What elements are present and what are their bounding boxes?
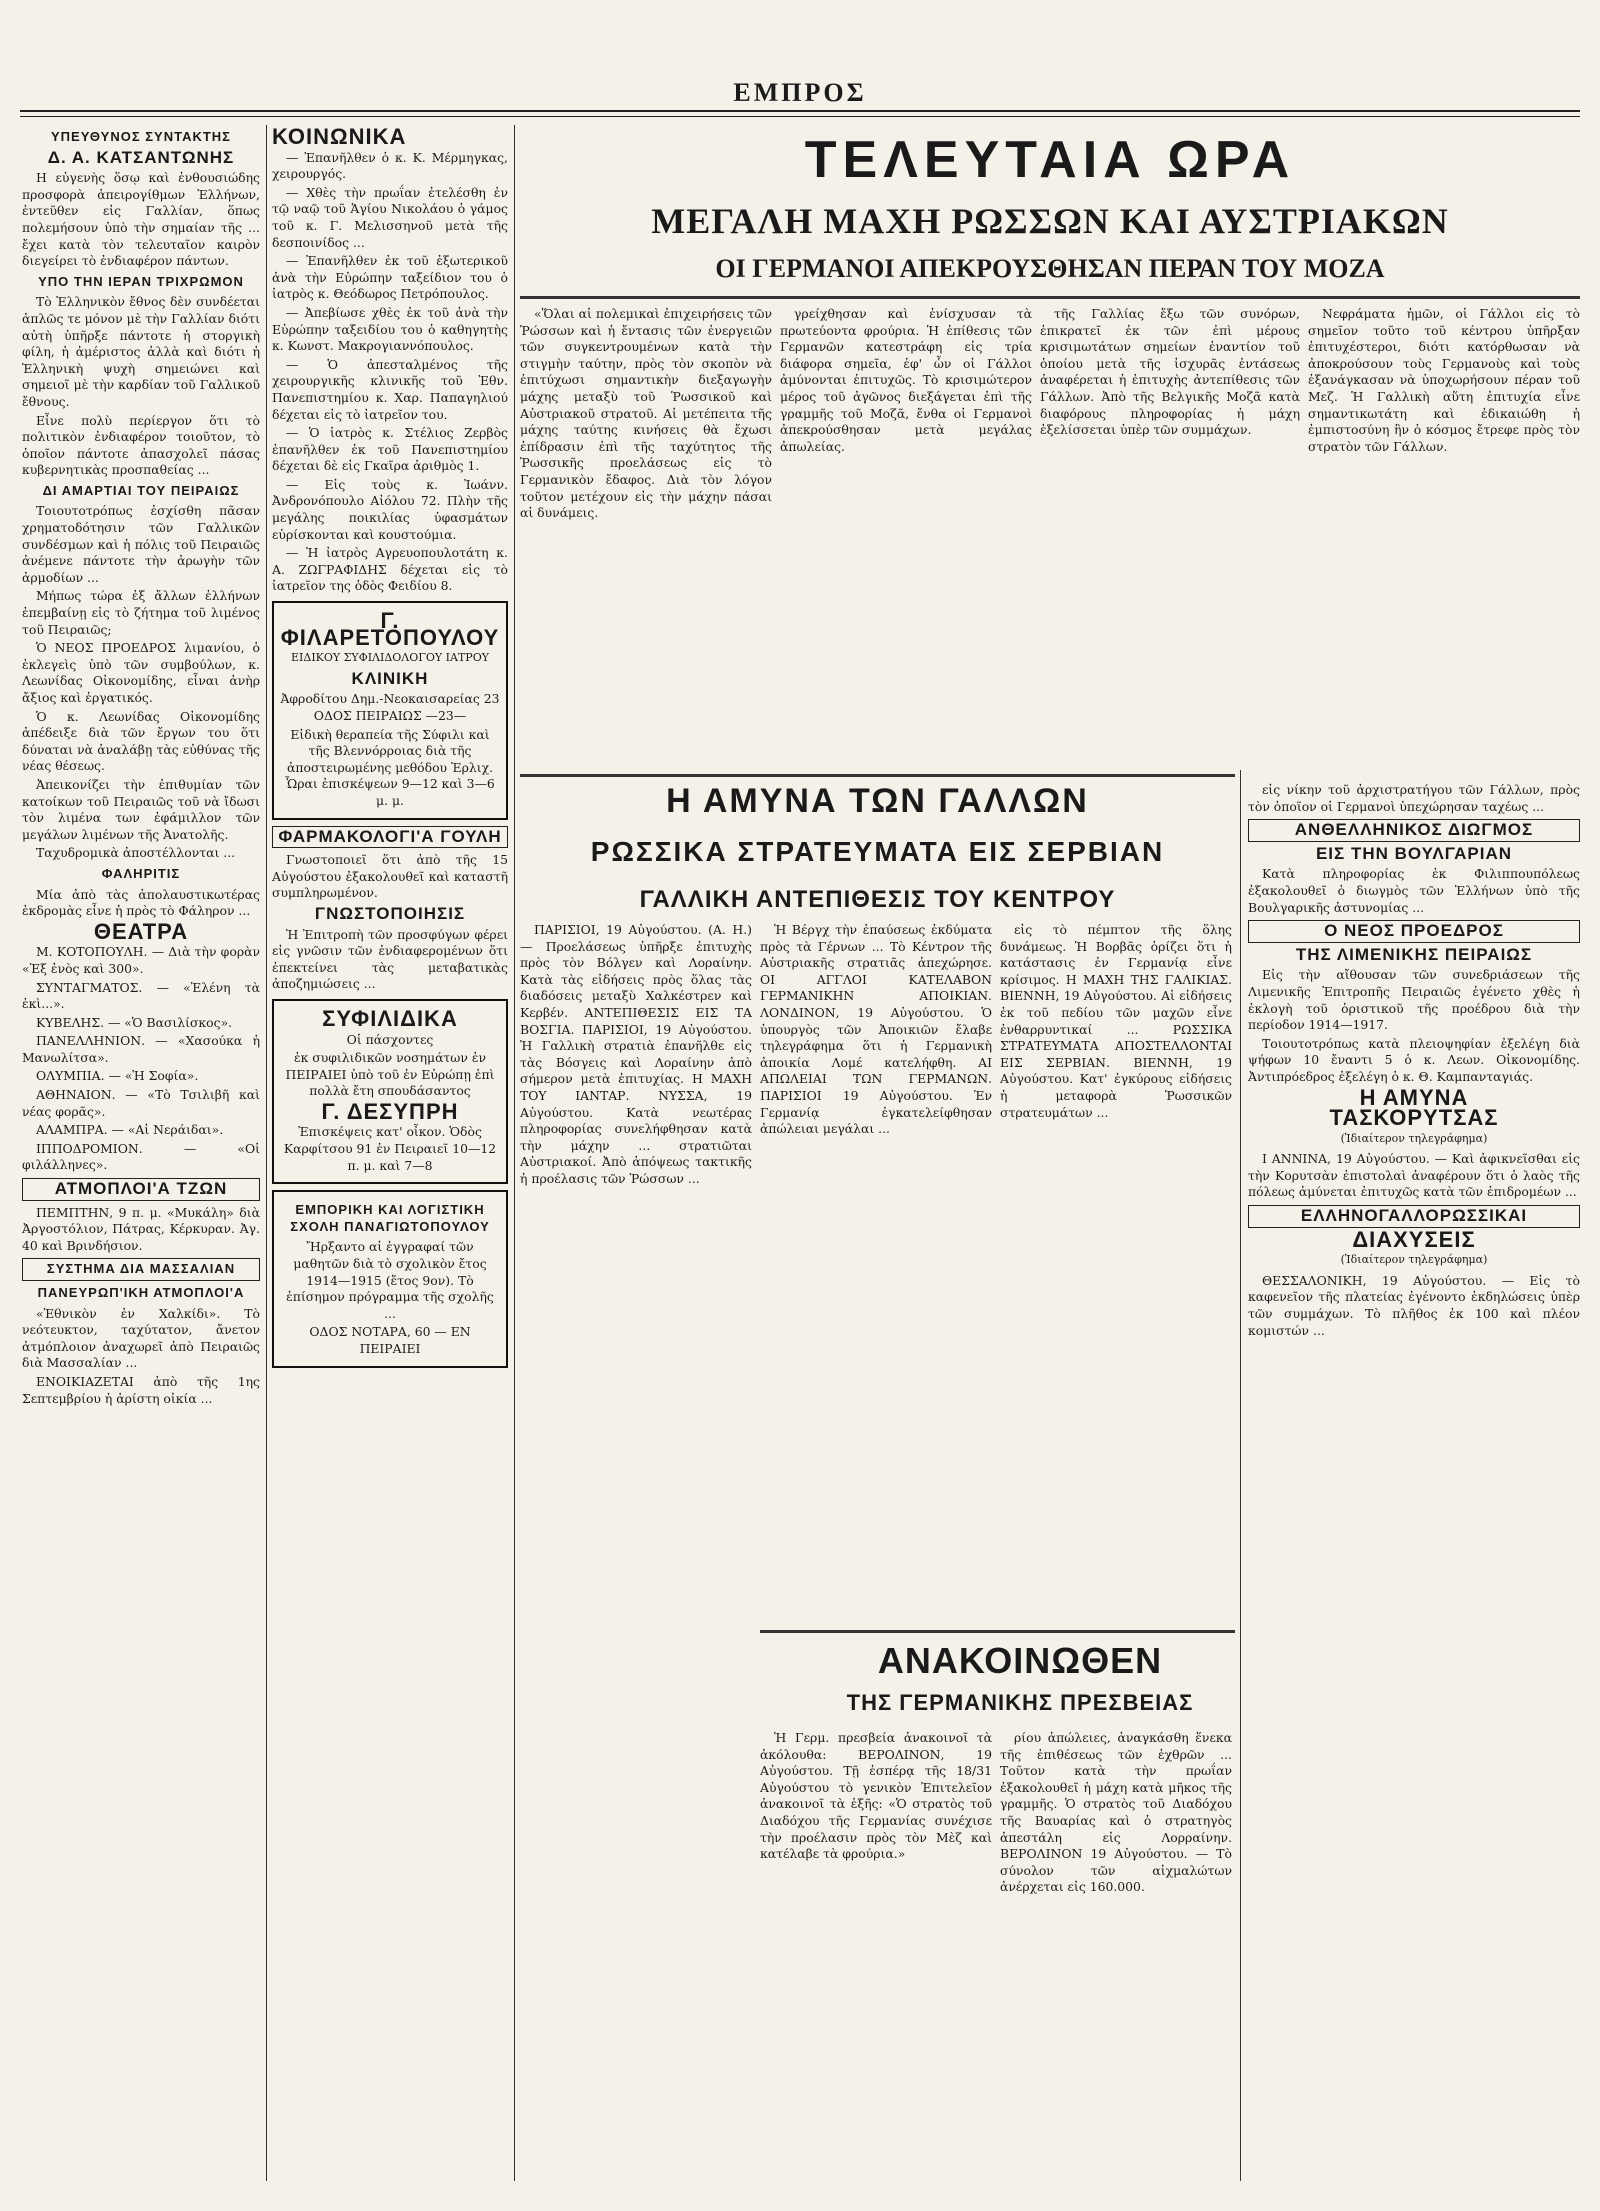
ad-subtitle: Οἱ πάσχοντες [346,1031,434,1047]
masthead: ΕΜΠΡΟΣ [733,78,867,107]
article-text: Ὁ κ. Λεωνίδας Οἰκονομίδης ἀπέδειξε διὰ τῶν ἔργων του ὅτι δύναται νὰ ἀναλάβῃ τὰς εὐθύνας τῆς νέας θέσεως. [22,708,260,774]
clinic-advertisement [272,601,508,820]
clinic-subtitle: ΕΙΔΙΚΟΥ ΣΥΦΙΛΙΔΟΛΟΓΟΥ ΙΑΤΡΟΥ [291,651,489,665]
mid-article-column [760,922,992,1622]
pharmacy-text: Γνωστοποιεῖ ὅτι ἀπὸ τῆς 15 Αὐγούστου ἐξακολουθεῖ καὶ καταστῆ συμπληρωμένον. [272,852,508,901]
headline-german-embassy: ΤΗΣ ΓΕΡΜΑΝΙΚΗΣ ΠΡΕΣΒΕΙΑΣ [846,1690,1194,1715]
second-column [272,125,508,2185]
article-text: ΠΑΡΙΣΙΟΙ, 19 Αὐγούστου. (Α. Η.) — Προελάσεως ὑπῆρξε ἐπιτυχὴς πρὸς τὸν Βόλγεν καὶ Λοραίνην. Κατὰ τὰς εἰδήσεις πρὸς ὅλας τὰς διαδόσεις μεταξὺ Χαλκέστρεν καὶ Κερβέν. ΑΝΤΕΠΙΘΕΣΙΣ ΕΙΣ ΤΑ ΒΟΣΓΙΑ. ΠΑΡΙΣΙΟΙ, 19 Αὐγούστου. Ἡ Γαλλικὴ στρατιὰ ἐπανῆλθε εἰς τὰς Βόσγεις καὶ Λοραίνην ἀπὸ σήμερον μετὰ ἐπιτυχίας. Η ΜΑΧΗ ΤΟΥ ΙΑΝΤΑΡ. ΝΥΣΣΑ, 19 Αὐγούστου. Κατὰ νεωτέρας πληροφορίας συνελήφθησαν κατὰ τὴν μάχην ... στρατιῶται Αὐστριακοί. Ἀπὸ ἀπόψεως τακτικῆς ἡ προέλασις τῶν Ῥώσσων ... [520,922,752,1186]
left-column [22,125,260,2185]
article-text: Ι ΑΝΝΙΝΑ, 19 Αὐγούστου. — Καὶ ἀφικνεῖσθαι εἰς τὴν Κορυτσὰν ἐπιστολαὶ ἀναφέρουν ὅτι ὁ λαὸς τῆς πόλεως ἀμύνεται ἐπιτυχῶς κατὰ τῶν ἐπιδρομέων ... [1248,1151,1580,1200]
school-address: ΟΔΟΣ ΝΟΤΑΡΑ, 60 — ΕΝ ΠΕΙΡΑΙΕΙ [309,1324,471,1356]
article-text: Νεφράματα ἡμῶν, οἱ Γάλλοι εἰς τὸ σημεῖον τοῦτο τοῦ κέντρου ὑπῆρξαν ἐπιτυχέστεροι, διότι κατόρθωσαν νὰ ἀποκρούσουν τοὺς Γερμανοὺς καὶ τοὺς ἐξανάγκασαν νὰ ὑποχωρήσουν πέραν τοῦ Μεζ. Ἡ Γαλλικὴ αὕτη ἐπιτυχία εἶνε σημαντικωτάτη καὶ ἐδικαιώθη ἡ ἐμπιστοσύνη ἣν ὁ κόσμος ἔτρεφε πρὸς τὸν στρατὸν τῶν Γάλλων. [1308,306,1580,454]
top-article-column [1308,306,1580,766]
bottom-article-column [760,1730,992,2180]
article-text: Ταχυδρομικὰ ἀποστέλλονται ... [36,845,236,861]
section-rule [760,1630,1235,1633]
subheading: ΤΑΣΚΟΡΥΤΣΑΣ [1329,1105,1499,1131]
syphilis-heading: ΣΥΦΙΛΙΔΙΚΑ [322,1005,458,1031]
social-item: — Ὁ ἰατρὸς κ. Στέλιος Ζερβὸς ἐπανῆλθεν ἐκ τοῦ Πανεπιστημίου δέχεται δὲ εἰς Γκαῖρα ἀριθμὸς 1. [272,425,508,474]
column-rule [266,125,267,2181]
article-text: Ἡ Γερμ. πρεσβεία ἀνακοινοῖ τὰ ἀκόλουθα: ΒΕΡΟΛΙΝΟΝ, 19 Αὐγούστου. Τῇ ἑσπέρᾳ τῆς 18/31 Αὐγούστου τὸ γενικὸν Ἐπιτελεῖον ἀνακοινοῖ τὰ ἑξῆς: «Ὁ στρατὸς τοῦ Διαδόχου τῆς Γερμανίας συνέχισε τὴν προέλασιν πρὸς τὸν Μὲζ καὶ κατέλαβε τὰ φρούρια.» [760,1730,992,1862]
clinic-title: ΚΛΙΝΙΚΗ [351,668,429,688]
school-advertisement [272,1190,508,1367]
theatre-listing: Μ. ΚΟΤΟΠΟΥΛΗ. — Διὰ τὴν φορὰν «Ἐξ ἐνὸς καὶ 300». [22,944,260,976]
headline-russian-troops-serbia: ΡΩΣΣΙΚΑ ΣΤΡΑΤΕΥΜΑΤΑ ΕΙΣ ΣΕΡΒΙΑΝ [590,836,1165,867]
article-text: Εἶνε πολὺ περίεργον ὅτι τὸ πολιτικὸν ἐνδιαφέρον τοιοῦτον, τὸ ὁποῖον πάντοτε ἀπασχολεῖ πάσας κυβερνητικὰς προσπαθείας ... [22,412,260,478]
article-text: Τοιουτοτρόπως ἐσχίσθη πᾶσαν χρηματοδότησιν τῶν Γαλλικῶν συνδέσμων καὶ ἡ πόλις τοῦ Πειραιῶς ἀνέμενε πάντοτε τὴν ἀρωγὴν τῶν ἁρμοδίων ... [22,503,260,585]
theatre-listing: ΣΥΝΤΑΓΜΑΤΟΣ. — «Ἐλένη τὰ ἐκὶ...». [22,979,260,1012]
social-item: — Χθὲς τὴν πρωΐαν ἐτελέσθη ἐν τῷ ναῷ τοῦ Ἁγίου Νικολάου ὁ γάμος τοῦ κ. Γ. Μελισσηνοῦ μετὰ τῆς δεσποινίδος ... [272,184,508,250]
subheading: Ο ΝΕΟΣ ΠΡΟΕΔΡΟΣ [1248,920,1580,943]
clinic-address: Ἀφροδίτου Δημ.-Νεοκαισαρείας 23 ΟΔΟΣ ΠΕΙΡΑΙΩΣ —23— [280,691,500,723]
bottom-article-column [1000,1730,1232,2180]
headline-last-hour: ΤΕΛΕΥΤΑΙΑ ΩΡΑ [804,131,1296,189]
article-text: εἰς τὸ πέμπτον τῆς ὅλης δυνάμεως. Ἡ Βορβᾶς ὁρίζει ὅτι ἡ κατάστασις ἐν Γερμανίᾳ εἶνε κρίσιμος. Η ΜΑΧΗ ΤΗΣ ΓΑΛΙΚΙΑΣ. ΒΙΕΝΝΗ, 19 Αὐγούστου. Αἱ εἰδήσεις ἐκ τοῦ πεδίου τῶν μαχῶν εἶνε ἐνθαρρυντικαί ... ΡΩΣΣΙΚΑ ΣΤΡΑΤΕΥΜΑΤΑ ΑΠΟΣΤΕΛΛΟΝΤΑΙ ΕΙΣ ΣΕΡΒΙΑΝ. ΒΙΕΝΝΗ, 19 Αὐγούστου. Κατ' ἐγκύρους εἰδήσεις ἡ μεταφορὰ Ῥωσσικῶν στρατευμάτων ... [1000,922,1232,1120]
headline-french-counterattack: ΓΑΛΛΙΚΗ ΑΝΤΕΠΙΘΕΣΙΣ ΤΟΥ ΚΕΝΤΡΟΥ [639,886,1116,913]
notice-heading: ΓΝΩΣΤΟΠΟΙΗΣΙΣ [314,903,466,923]
theatre-listing: ΙΠΠΟΔΡΟΜΙΟΝ. — «Οἱ φιλάλληνες». [22,1140,260,1173]
shipping-subheading: ΠΑΝΕΥΡΩΠ'ΙΚΗ ΑΤΜΟΠΛΟΙ'Α [37,1285,245,1300]
classified-text: ΕΝΟΙΚΙΑΖΕΤΑΙ ἀπὸ τῆς 1ης Σεπτεμβρίου ἡ ἀρίστη οἰκία ... [22,1373,260,1406]
top-article-column [520,306,772,766]
masthead-rule [20,116,1580,117]
theatre-listing: ΠΑΝΕΛΛΗΝΙΟΝ. — «Χασούκα ἡ Μανωλίτσα». [22,1033,260,1065]
headline-great-battle: ΜΕΓΑΛΗ ΜΑΧΗ ΡΩΣΣΩΝ ΚΑΙ ΑΥΣΤΡΙΑΚΩΝ [651,201,1449,241]
subheading: Η ΑΜΥΝΑ [1359,1084,1469,1110]
social-item: — Εἰς τοὺς κ. Ἰωάνν. Ἀνδρονόπουλο Αἰόλου 72. Πλὴν τῆς μεγάλης ποικιλίας ὑφασμάτων εὑρίσκονται καὶ κουστούμια. [272,476,508,542]
article-text: τῆς Γαλλίας ἔξω τῶν συνόρων, ἐπικρατεῖ ἐκ τῶν ἐπὶ μέρους κρισιμωτάτων σημείων ἐναντίον τοῦ ὁποίου μετὰ τῆς ἰσχυρᾶς ἐντάσεως ἀναφέρεται ἡ ἐπιτυχὴς ἀντεπίθεσις τῶν Γάλλων. Ἀπὸ τῆς Βελγικῆς Μοζᾶ κατὰ διαφόρους πληροφορίας ἡ μάχη ἐξελίσσεται ὑπὲρ τῶν συμμάχων. [1040,306,1300,438]
article-text: ρίου ἀπώλειες, ἀναγκάσθη ἕνεκα τῆς ἐπιθέσεως τῶν ἐχθρῶν ... Τοῦτον κατὰ τὴν πρωΐαν ἐξακολουθεῖ ἡ μάχη κατὰ μῆκος τῆς γραμμῆς. Ὁ στρατὸς τοῦ Διαδόχου τῆς Βαυαρίας καὶ ὁ στρατηγὸς ἀπεστάλη εἰς Λορραίνην. ΒΕΡΟΛΙΝΟΝ 19 Αὐγούστου. — Τὸ σύνολον τῶν αἰχμαλώτων ἀνέρχεται εἰς 160.000. [1000,1730,1232,1895]
headline-germans-repulsed: ΟΙ ΓΕΡΜΑΝΟΙ ΑΠΕΚΡΟΥΣΘΗΣΑΝ ΠΕΡΑΝ ΤΟΥ ΜΟΖΑ [715,254,1385,283]
social-item: — Ἀπεβίωσε χθὲς ἐκ τοῦ ἀνὰ τὴν Εὐρώπην ταξειδίου του ὁ καθηγητὴς κ. Κωνστ. Μακρογιαννόπουλος. [272,304,508,354]
article-text: Ἡ Βέργχ τὴν ἐπαύσεως ἐκδύματα πρὸς τὰ Γέρνων ... Τὸ Κέντρον τῆς Αὐστριακῆς στρατιᾶς ἀπεχώρησε. ΟΙ ΑΓΓΛΟΙ ΚΑΤΕΛΑΒΟΝ ΓΕΡΜΑΝΙΚΗΝ ΑΠΟΙΚΙΑΝ. ΛΟΝΔΙΝΟΝ, 19 Αὐγούστου. Ὁ ὑπουργὸς τῶν Ἀποικιῶν ἔλαβε τηλεγράφημα ὅτι ἡ Γερμανικὴ ἀποικία Λομέ κατελήφθη. ΑΙ ΑΠΩΛΕΙΑΙ ΤΩΝ ΓΕΡΜΑΝΩΝ. ΠΑΡΙΣΙΟΙ 19 Αὐγούστου. Ἐν Γερμανίᾳ ἐγκατελείφθησαν ἀπώλειαι μεγάλαι ... [760,922,992,1137]
section-rule [520,296,1580,299]
notice-text: Ἡ Ἐπιτροπὴ τῶν προσφύγων φέρει εἰς γνῶσιν τῶν ἐνδιαφερομένων ὅτι ἐπεκτείνει τὰς μεταβατικὰς ἀποζημιώσεις ... [272,926,508,992]
clinic-text: Εἰδικὴ θεραπεία τῆς Σύφιλι καὶ τῆς Βλεννόρροιας διὰ τῆς ἀποστειρωμένης μεθόδου Ἐρλιχ. Ὧραι ἐπισκέψεων 9—12 καὶ 3—6 μ. μ. [285,726,495,808]
article-text: Ἀπεικονίζει τὴν ἐπιθυμίαν τῶν κατοίκων τοῦ Πειραιῶς τοῦ νὰ ἴδωσι τὸν λιμένα των ἐφάμιλλον τῶν μεγάλων λιμένων τῆς Ἀνατολῆς. [22,776,260,842]
masthead-rule [20,110,1580,112]
top-article-column [1040,306,1300,766]
article-text: Τοιουτοτρόπως κατὰ πλειοψηφίαν ἐξελέγη διὰ ψήφων 10 ἔναντι 5 ὁ κ. Λεων. Οἰκονομίδης. Ἀντιπρόεδρος ἐξελέγη ὁ κ. Θ. Καμπανταγιάς. [1248,1035,1580,1084]
doctor-hours: Ἐπισκέψεις κατ' οἶκον. Ὁδὸς Καρφίτσου 91 ἐν Πειραιεῖ 10—12 π. μ. καὶ 7—8 [283,1124,497,1173]
mid-article-column [1000,922,1232,1622]
shipping-heading: ΣΥΣΤΗΜΑ ΔΙΑ ΜΑΣΣΑΛΙΑΝ [22,1258,260,1281]
headline-communique: ΑΝΑΚΟΙΝΩΘΕΝ [877,1640,1163,1681]
shipping-text: «Ἐθνικὸν ἐν Χαλκίδι». Τὸ νεότευκτον, ταχύτατον, ἄνετον ἀτμόπλοιον ἀναχωρεῖ ἀπὸ Πειραιῶς διὰ Μασσαλίαν ... [22,1305,260,1371]
shipping-heading: ΑΤΜΟΠΛΟΙ'Α ΤΖΩΝ [22,1178,260,1201]
school-name: ΕΜΠΟΡΙΚΗ ΚΑΙ ΛΟΓΙΣΤΙΚΗ ΣΧΟΛΗ ΠΑΝΑΓΙΩΤΟΠΟΥΛΟΥ [290,1202,490,1234]
social-item: — Ἐπανῆλθεν ἐκ τοῦ ἐξωτερικοῦ ἀνὰ τὴν Εὐρώπην ταξείδιον του ὁ ἰατρὸς κ. Θεόδωρος Πετρόπουλος. [272,253,508,302]
clinic-name: Γ. ΦΙΛΑΡΕΤΟΠΟΥΛΟΥ [280,608,500,650]
social-item: — Ἐπανῆλθεν ὁ κ. Κ. Μέρμηγκας, χειρουργός. [272,149,508,182]
article-text: Ὁ ΝΕΟΣ ΠΡΟΕΔΡΟΣ λιμανίου, ὁ ἐκλεγεὶς ὑπὸ τῶν συμβούλων, κ. Λεωνίδας Οἰκονομίδης, εἶναι ἀνὴρ ἄξιος καὶ ἐργατικός. [22,640,260,705]
article-text: «Ὅλαι αἱ πολεμικαὶ ἐπιχειρήσεις τῶν Ῥώσσων καὶ ἡ ἔντασις τῶν ἐνεργειῶν τῶν συγκεντρουμένων κατὰ τὴν στιγμὴν ταύτην, πρὸς τὸν σκοπὸν νὰ ἐπιτύχωσι σημαντικὴν διεξαγωγὴν μάχης μεταξὺ τοῦ Ῥωσσικοῦ καὶ Αὐστριακοῦ στρατοῦ. Αἱ μετέπειτα τῆς μάχης ταύτης κινήσεις θὰ ἔχωσι ἐπίδρασιν ἐπὶ τῆς ταχύτητος τῆς Ῥωσσικῆς προελάσεως εἰς τὸ Γερμανικὸν ἔδαφος. Διὰ τὸν λόγον τοῦτον μετέχουν εἰς τὴν μάχην πάσαι αἱ δυνάμεις. [520,306,772,521]
article-text: Η εὐγενὴς ὅσῳ καὶ ἐνθουσιώδης προσφορὰ ἀπειρογίθμων Ἑλλήνων, ἐντεῦθεν εἰς Γαλλίαν, ὅπως πολεμήσουν ὑπὸ τὴν σημαίαν τῆς ... ἔχει κατὰ τὸν τελευταῖον καιρὸν διεγείρει τὸ ἐνδιαφέρον πάντων. [22,170,260,269]
theatre-listing: ΑΛΑΜΠΡΑ. — «Αἱ Νεράιδαι». [36,1122,224,1138]
section-rule [520,774,1235,777]
subheading: ΕΛΛΗΝΟΓΑΛΛΟΡΩΣΣΙΚΑΙ [1248,1205,1580,1228]
article-text: Μία ἀπὸ τὰς ἀπολαυστικωτέρας ἐκδρομὰς εἶνε ἡ πρὸς τὸ Φάληρον ... [22,886,260,919]
theatre-listing: ΚΥΒΕΛΗΣ. — «Ὁ Βασιλίσκος». [36,1014,233,1030]
doctor-name: Γ. ΔΕΣΥΠΡΗ [321,1098,459,1124]
doctor-advertisement [272,999,508,1184]
school-text: Ἤρξαντο αἱ ἐγγραφαί τῶν μαθητῶν διὰ τὸ σχολικὸν ἔτος 1914—1915 (ἔτος 9ον). Τὸ ἐπίσημον πρόγραμμα τῆς σχολῆς ... [286,1239,494,1321]
article-text: Εἰς τὴν αἴθουσαν τῶν συνεδριάσεων τῆς Λιμενικῆς Ἐπιτροπῆς Πειραιῶς ἐγένετο χθὲς ἡ ἐκλογὴ τοῦ ὁριστικοῦ τῆς προέδρου διὰ τὴν περίοδον 1914—1917. [1248,967,1580,1033]
subheading: ΦΑΛΗΡΙΤΙΣ [101,865,181,881]
article-text: Μήπως τώρα ἐξ ἄλλων ἐλλήνων ἐπεμβαίνῃ εἰς τὸ ζήτημα τοῦ λιμένος τοῦ Πειραιῶς; [22,588,260,637]
editor-label: ΥΠΕΥΘΥΝΟΣ ΣΥΝΤΑΚΤΗΣ [51,129,231,144]
subheading: ΥΠΟ ΤΗΝ ΙΕΡΑΝ ΤΡΙΧΡΩΜΟΝ [38,273,244,289]
subheading: ΑΝΘΕΛΛΗΝΙΚΟΣ ΔΙΩΓΜΟΣ [1248,819,1580,842]
subheading: ΤΗΣ ΛΙΜΕΝΙΚΗΣ ΠΕΙΡΑΙΩΣ [1295,944,1533,964]
dispatch-note: (Ἰδιαίτερον τηλεγράφημα) [1340,1131,1488,1145]
social-item: — Ἡ ἰατρὸς Αγρευοπουλοτάτη κ. Α. ΖΩΓΡΑΦΙΔΗΣ δέχεται εἰς τὸ ἰατρεῖον της ὁδὸς Φειδίου 8. [272,545,508,594]
social-heading: ΚΟΙΝΩΝΙΚΑ [272,125,407,149]
mid-article-column [520,922,752,2182]
subheading: ΔΙΑΧΥΣΕΙΣ [1352,1226,1476,1252]
column-rule [514,125,515,2181]
right-column [1248,782,1580,2182]
article-text: εἰς νίκην τοῦ ἀρχιστρατήγου τῶν Γάλλων, πρὸς τὸν ὁποῖον οἱ Γερμανοὶ ὑπεχώρησαν ταχέως ... [1248,782,1580,814]
theatre-heading: ΘΕΑΤΡΑ [93,918,189,944]
top-article-column [780,306,1032,766]
pharmacy-heading: ΦΑΡΜΑΚΟΛΟΓΙ'Α ΓΟΥΛΗ [272,826,508,849]
subheading: ΕΙΣ ΤΗΝ ΒΟΥΛΓΑΡΙΑΝ [1315,843,1513,863]
headline-defence-of-french: Η ΑΜΥΝΑ ΤΩΝ ΓΑΛΛΩΝ [666,782,1089,820]
ad-text: ἐκ συφιλιδικῶν νοσημάτων ἐν ΠΕΙΡΑΙΕΙ ὑπὸ τοῦ ἐν Εὐρώπῃ ἐπὶ πολλὰ ἔτη σπουδάσαντος [285,1050,495,1099]
shipping-text: ΠΕΜΠΤΗΝ, 9 π. μ. «Μυκάλη» διὰ Ἀργοστόλιον, Πάτρας, Κέρκυραν. Ἀγ. 40 καὶ Βρινδήσιον. [22,1204,260,1253]
theatre-listing: ΟΛΥΜΠΙΑ. — «Ἡ Σοφία». [36,1068,199,1084]
theatre-listing: ΑΘΗΝΑΙΟΝ. — «Τὸ Τσιλιβῆ καὶ νέας φορᾶς». [22,1087,260,1119]
editor-name: Δ. Α. ΚΑΤΣΑΝΤΩΝΗΣ [47,147,235,167]
dispatch-note: (Ἰδιαίτερον τηλεγράφημα) [1340,1253,1488,1267]
column-rule [1240,770,1241,2181]
subheading: ΔΙ ΑΜΑΡΤΙΑΙ ΤΟΥ ΠΕΙΡΑΙΩΣ [42,482,240,498]
article-text: Τὸ Ἑλληνικὸν ἔθνος δὲν συνδέεται ἁπλῶς τε μόνον μὲ τὴν Γαλλίαν διότι αὐτὴ ὑπῆρξε πάντοτε ἡ στοργικὴ φίλη, ἡ ἀμέριστος ἀλλὰ καὶ διότι ἡ Ἑλληνικὴ ψυχὴ σημειώνει καὶ σημειοῖ μὲ τὴν καρδίαν τοῦ Γαλλικοῦ ἔθνους. [22,294,260,409]
article-text: ΘΕΣΣΑΛΟΝΙΚΗ, 19 Αὐγούστου. — Εἰς τὸ καφενεῖον τῆς πλατείας ἐγένοντο ἐκδηλώσεις ὑπὲρ τῶν συμμάχων. Τὸ πλῆθος ἐκ 100 καὶ πλέον κομιστών ... [1248,1272,1580,1338]
article-text: γρείχθησαν καὶ ἐνίσχυσαν τὰ πρωτεύοντα φρούρια. Ἡ ἐπίθεσις τῶν Γερμανῶν κατεστράφη εἰς τρία διάφορα σημεῖα, ἐφ' ὧν οἱ Γάλλοι ἀμύνονται ἐπιτυχῶς. Τὸ κρισιμώτερον μέρος τοῦ ἀγῶνος διεξάγεται ἐπὶ τῆς γραμμῆς τοῦ Μοζᾶ, ἔνθα οἱ Γερμανοὶ ἀπεκρούσθησαν μετὰ μεγάλας ἀπωλείας. [780,306,1032,454]
article-text: Κατὰ πληροφορίας ἐκ Φιλιππουπόλεως ἐξακολουθεῖ ὁ διωγμὸς τῶν Ἑλλήνων ὑπὸ τῆς Βουλγαρικῆς ἀστυνομίας ... [1248,866,1580,915]
social-item: — Ὁ ἀπεσταλμένος τῆς χειρουργικῆς κλινικῆς τοῦ Ἐθν. Πανεπιστημίου κ. Χαρ. Παπαγηλιού δέχεται εἰς τὸ ἰατρεῖον του. [272,356,508,422]
